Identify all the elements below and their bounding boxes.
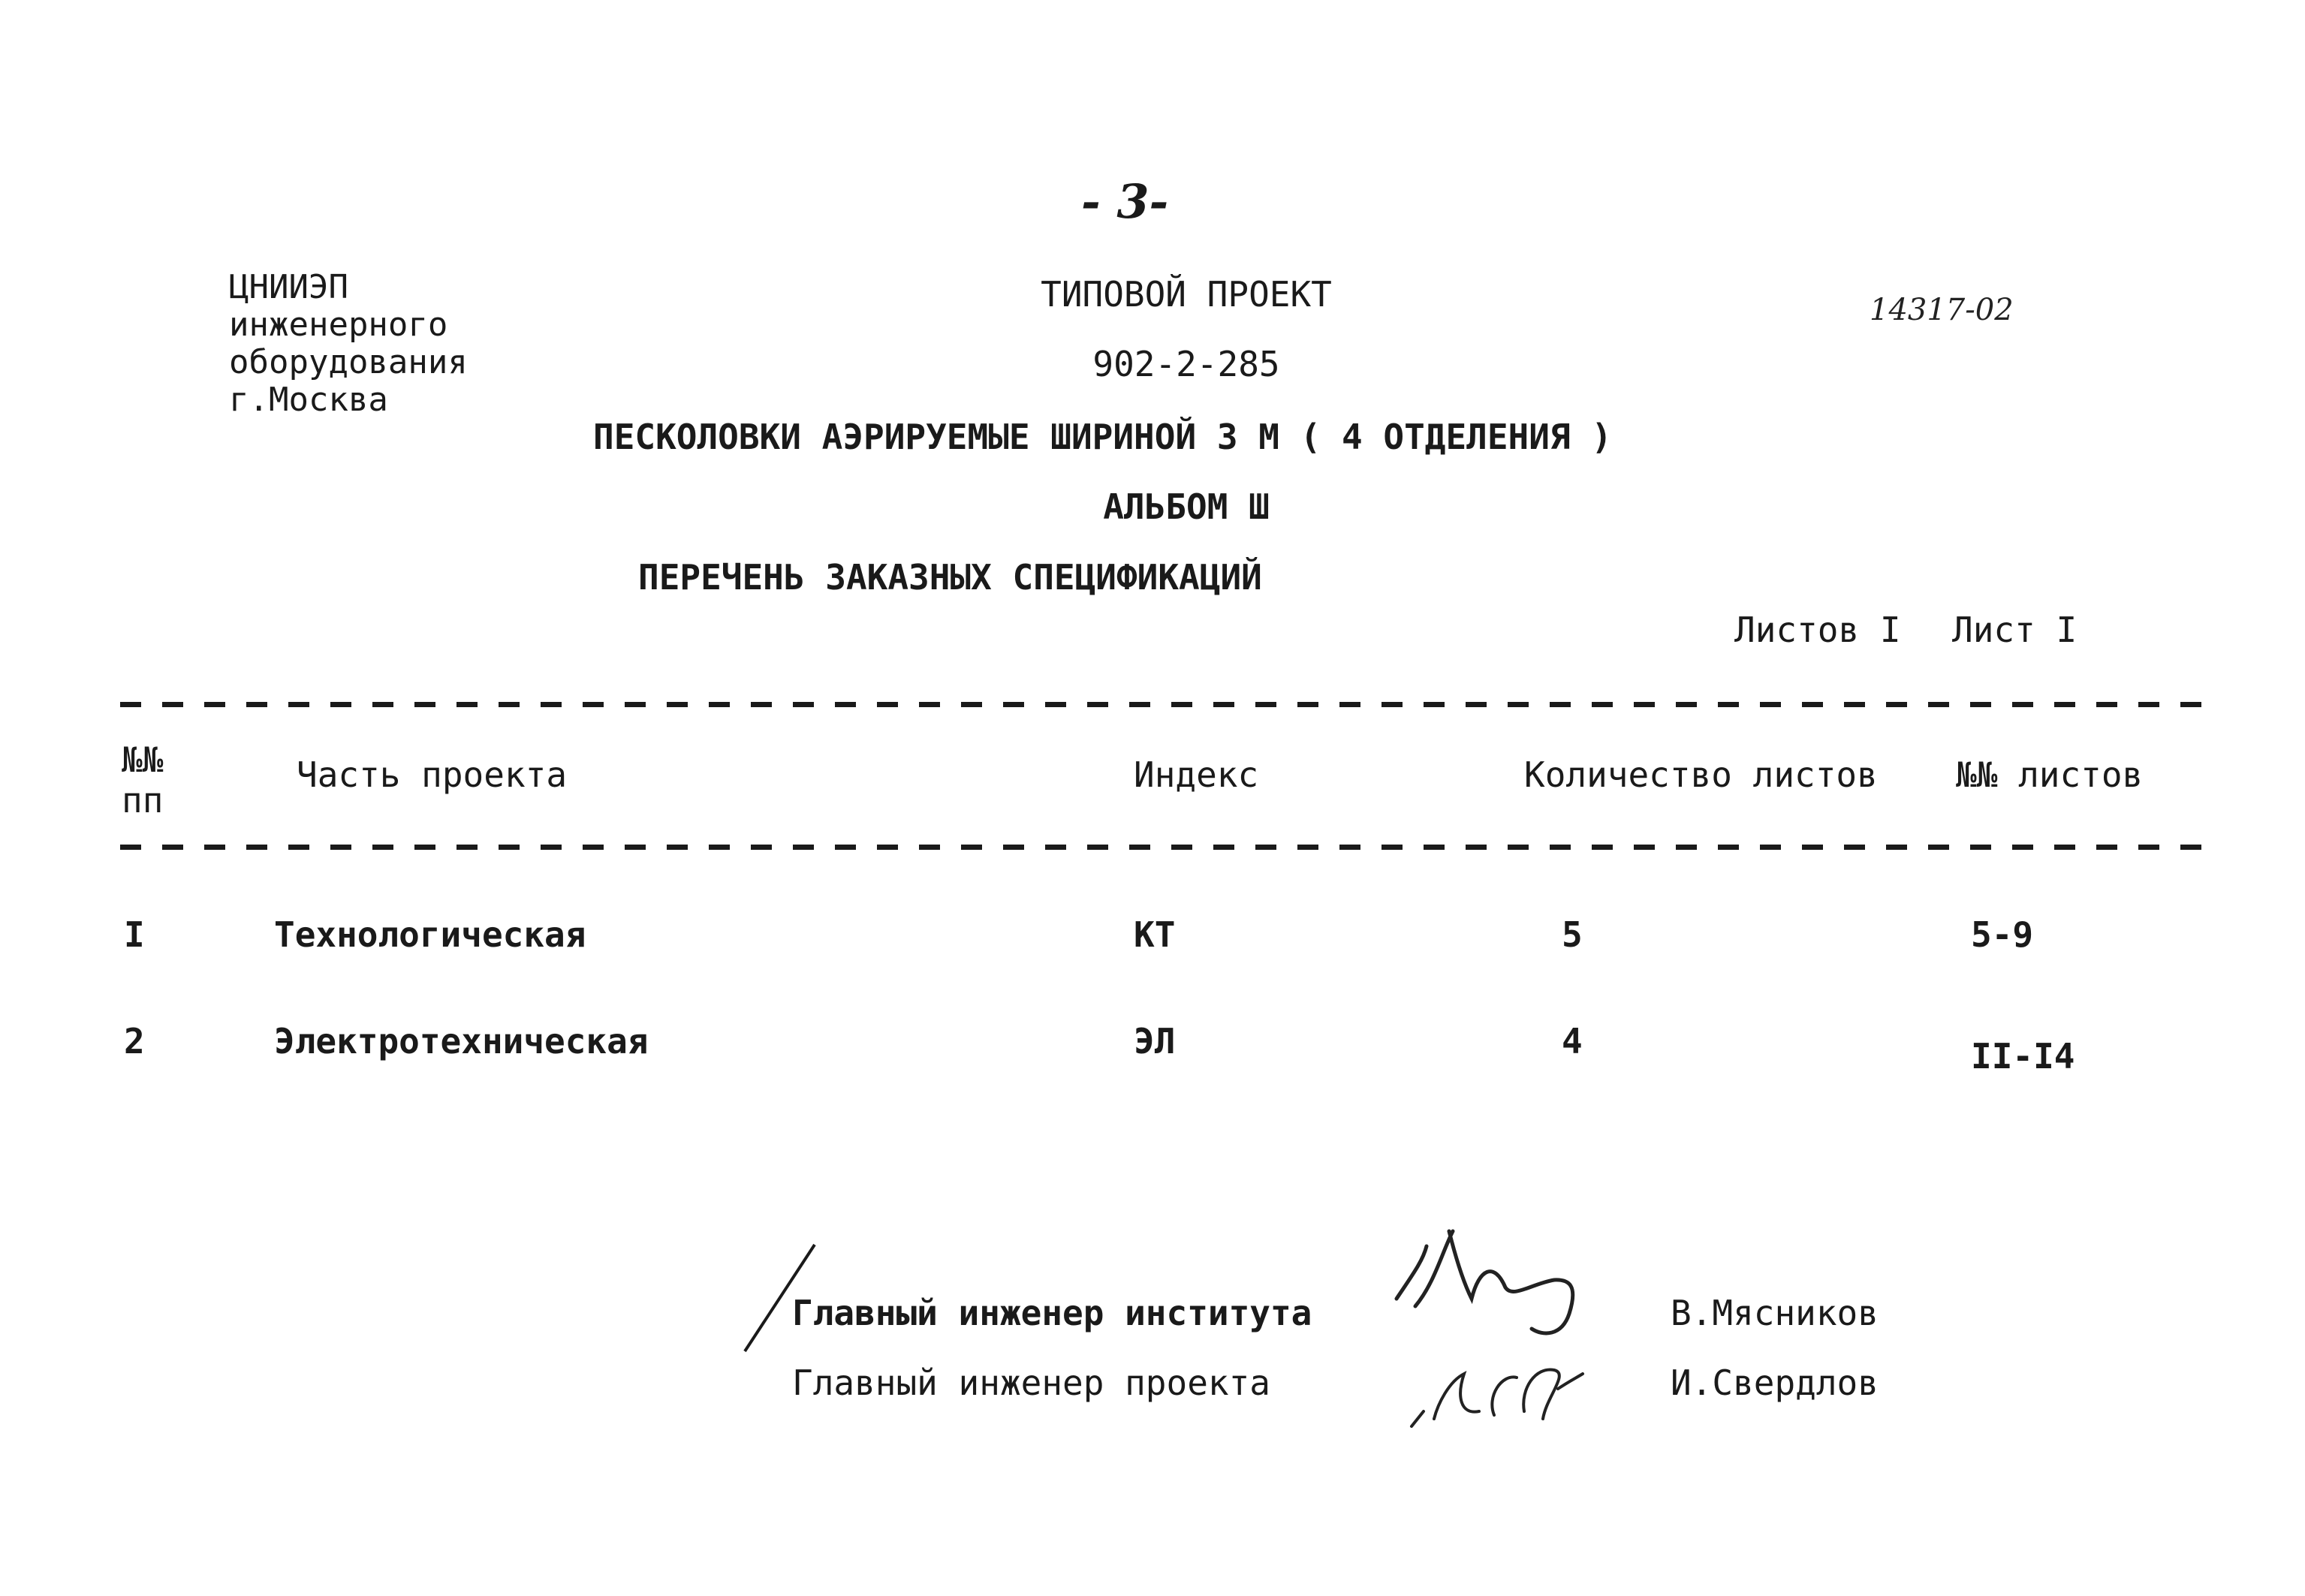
header-sheets: №№ листов	[1956, 754, 2144, 795]
chief-project-name: И.Свердлов	[1671, 1363, 1879, 1403]
organization-line: оборудования	[229, 343, 468, 381]
list-title: ПЕРЕЧЕНЬ ЗАКАЗНЫХ СПЕЦИФИКАЦИЙ	[638, 557, 1262, 598]
organization-block	[229, 269, 468, 419]
row-index: ЭЛ	[1134, 1021, 1176, 1061]
table-top-rule	[120, 702, 2211, 707]
chief-institute-role: Главный инженер института	[792, 1293, 1312, 1333]
row-count: 5	[1562, 914, 1583, 955]
page-number: - 3-	[1081, 174, 1169, 229]
row-sheets: II-I4	[1971, 1036, 2075, 1077]
header-number-column	[122, 739, 163, 821]
organization-line: инженерного	[229, 306, 448, 344]
signature-chief-project	[1397, 1344, 1622, 1449]
header-count: Количество листов	[1524, 754, 1878, 795]
organization-line: г.Москва	[229, 381, 388, 419]
project-subject: ПЕСКОЛОВКИ АЭРИРУЕМЫЕ ШИРИНОЙ 3 М ( 4 ОТДЕЛЕНИЯ )	[593, 417, 1613, 457]
project-number: 902-2-285	[1092, 344, 1280, 384]
signature-chief-institute	[1381, 1216, 1607, 1344]
chief-project-role: Главный инженер проекта	[792, 1363, 1270, 1403]
sheets-count-label: Листов I	[1734, 610, 1901, 650]
document-title: ТИПОВОЙ ПРОЕКТ	[1041, 274, 1332, 315]
row-sheets: 5-9	[1971, 914, 2034, 955]
chief-institute-name: В.Мясников	[1671, 1293, 1879, 1333]
row-count: 4	[1562, 1021, 1583, 1061]
header-part: Часть проекта	[297, 754, 568, 795]
row-index: КТ	[1134, 914, 1176, 955]
row-part: Электротехническая	[274, 1021, 649, 1061]
sheet-number-label: Лист I	[1952, 610, 2078, 650]
header-number-line1: №№	[122, 739, 164, 780]
archive-number: 14317-02	[1870, 293, 2014, 327]
table-header-rule	[120, 845, 2211, 850]
header-index: Индекс	[1134, 754, 1259, 795]
row-part: Технологическая	[274, 914, 586, 955]
row-number: 2	[124, 1021, 145, 1061]
row-number: I	[124, 914, 145, 955]
album-label: АЛЬБОМ Ш	[1103, 486, 1270, 527]
header-number-line2: пп	[122, 780, 164, 821]
organization-line: ЦНИИЭП	[229, 268, 348, 306]
